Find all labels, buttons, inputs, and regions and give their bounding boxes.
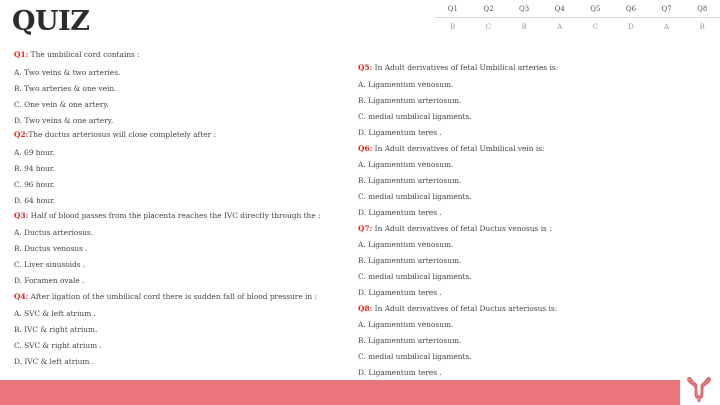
answer-key-value: B xyxy=(521,22,527,31)
option: B. IVC & right atrium. xyxy=(14,325,98,334)
answer-key-header: Q2 xyxy=(471,0,507,18)
answer-key-value: D xyxy=(628,22,634,31)
option: B. 94 hour. xyxy=(14,164,55,173)
uterus-icon xyxy=(684,373,714,403)
question-8 xyxy=(358,304,557,313)
answer-key-header: Q5 xyxy=(578,0,614,18)
question-text: The ductus arteriosus will close completely after : xyxy=(28,130,216,139)
option: B. Two arteries & one vein. xyxy=(14,84,117,93)
option: A. 69 hour. xyxy=(14,148,55,157)
answer-key-value: A xyxy=(557,22,563,31)
answer-key-value-row xyxy=(435,18,720,36)
answer-key-value: B xyxy=(699,22,705,31)
answer-key-header: Q4 xyxy=(542,0,578,18)
question-text: In Adult derivatives of fetal Ductus venosus is : xyxy=(372,224,552,233)
option: C. Liver sinusoids . xyxy=(14,260,86,269)
answer-key-value: C xyxy=(485,22,492,31)
option: A. Ductus arteriosus. xyxy=(14,228,94,237)
option: B. Ligamentum arteriosum. xyxy=(358,256,462,265)
question-number: Q4: xyxy=(14,292,29,301)
question-2 xyxy=(14,130,216,139)
option: C. medial umbilical ligaments. xyxy=(358,352,472,361)
question-number: Q5: xyxy=(358,63,373,72)
option: B. Ductus venosus . xyxy=(14,244,88,253)
answer-key-header: Q8 xyxy=(684,0,720,18)
question-1 xyxy=(14,50,140,59)
question-number: Q2: xyxy=(14,130,29,139)
option: C. 96 hour. xyxy=(14,180,55,189)
option: A. Ligamentum venosum. xyxy=(358,240,454,249)
answer-key-header: Q1 xyxy=(435,0,471,18)
question-7 xyxy=(358,224,552,233)
option: D. Two veins & one artery. xyxy=(14,116,114,125)
option: C. SVC & right atrium . xyxy=(14,341,102,350)
answer-key-header: Q7 xyxy=(649,0,685,18)
question-3 xyxy=(14,211,321,220)
question-4 xyxy=(14,292,317,301)
question-text: Half of blood passes from the placenta reaches the IVC directly through the : xyxy=(28,211,321,220)
page-title: QUIZ xyxy=(12,6,90,37)
option: D. 64 hour. xyxy=(14,196,56,205)
question-6 xyxy=(358,144,545,153)
question-number: Q1: xyxy=(14,50,29,59)
option: D. Ligamentum teres . xyxy=(358,208,442,217)
question-text: After ligation of the umbilical cord there is sudden fall of blood pressure in : xyxy=(28,292,318,301)
option: D. Ligamentum teres . xyxy=(358,128,442,137)
option: C. medial umbilical ligaments. xyxy=(358,272,472,281)
option: A. Ligamentum venosum. xyxy=(358,160,454,169)
question-5 xyxy=(358,63,558,72)
question-text: In Adult derivatives of fetal Umbilical vein is: xyxy=(372,144,545,153)
answer-key-table xyxy=(435,0,720,35)
option: A. Two veins & two arteries. xyxy=(14,68,121,77)
option: B. Ligamentum arteriosum. xyxy=(358,96,462,105)
question-number: Q8: xyxy=(358,304,373,313)
answer-key-value: B xyxy=(450,22,456,31)
option: A. Ligamentum venosum. xyxy=(358,80,454,89)
answer-key-value: C xyxy=(592,22,598,31)
option: D. IVC & left atrium . xyxy=(14,357,95,366)
option: C. medial umbilical ligaments. xyxy=(358,112,472,121)
option: D. Foramen ovale . xyxy=(14,276,85,285)
answer-key-value: A xyxy=(664,22,670,31)
option: A. Ligamentum venosum. xyxy=(358,320,454,329)
option: D. Ligamentum teres . xyxy=(358,288,442,297)
option: C. medial umbilical ligaments. xyxy=(358,192,472,201)
question-number: Q7: xyxy=(358,224,373,233)
question-text: In Adult derivatives of fetal Ductus arteriosus is: xyxy=(372,304,558,313)
question-text: In Adult derivatives of fetal Umbilical arteries is: xyxy=(372,63,559,72)
answer-key-header-row xyxy=(435,0,720,18)
answer-key-header: Q3 xyxy=(506,0,542,18)
answer-key-header: Q6 xyxy=(613,0,649,18)
option: B. Ligamentum arteriosum. xyxy=(358,176,462,185)
option: C. One vein & one artery. xyxy=(14,100,109,109)
footer-bar xyxy=(0,380,720,405)
option: A. SVC & left atrium . xyxy=(14,309,96,318)
option: B. Ligamentum arteriosum. xyxy=(358,336,462,345)
question-number: Q6: xyxy=(358,144,373,153)
option: D. Ligamentum teres . xyxy=(358,368,442,377)
question-text: The umbilical cord contains : xyxy=(28,50,140,59)
question-number: Q3: xyxy=(14,211,29,220)
